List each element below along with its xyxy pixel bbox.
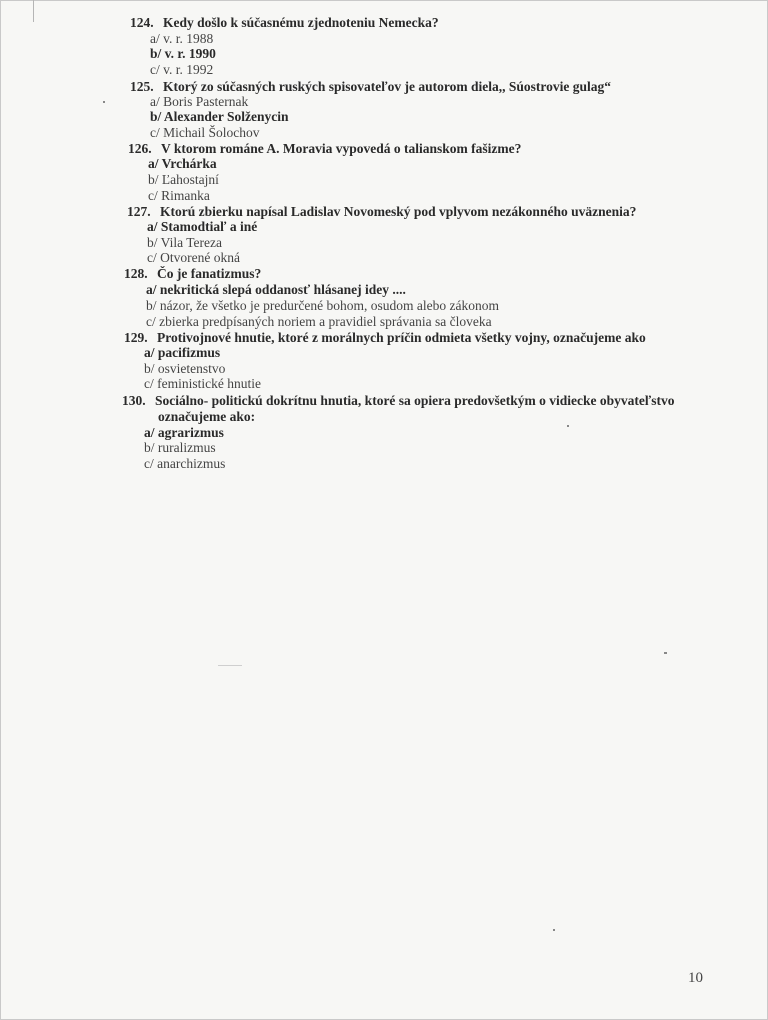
question-number: 128. <box>124 266 148 281</box>
question-number: 130. <box>122 393 146 408</box>
option-125-c: c/ Michail Šolochov <box>150 125 260 140</box>
question-129 <box>124 330 646 346</box>
option-125-a: a/ Boris Pasternak <box>150 94 249 109</box>
option-130-a: a/ agrarizmus <box>144 425 224 440</box>
page-number: 10 <box>688 970 703 986</box>
option-130-c: c/ anarchizmus <box>144 456 226 471</box>
question-text: Protivojnové hnutie, ktoré z morálnych príčin odmieta všetky vojny, označujeme ako <box>157 330 646 345</box>
scan-speck <box>567 425 569 427</box>
question-number: 126. <box>128 141 152 156</box>
option-128-c: c/ zbierka predpísaných noriem a pravidiel správania sa človeka <box>146 314 492 329</box>
question-text: V ktorom románe A. Moravia vypovedá o talianskom fašizme? <box>161 141 522 156</box>
question-127 <box>127 204 636 220</box>
margin-rule <box>33 0 34 22</box>
question-number: 124. <box>130 15 154 30</box>
option-130-b: b/ ruralizmus <box>144 440 216 455</box>
question-130 <box>122 393 675 409</box>
question-number: 125. <box>130 79 154 94</box>
question-text: Čo je fanatizmus? <box>157 266 262 281</box>
scan-speck <box>553 929 555 931</box>
question-text: Ktorú zbierku napísal Ladislav Novomeský pod vplyvom nezákonného uväznenia? <box>160 204 637 219</box>
option-126-a: a/ Vrchárka <box>148 156 217 171</box>
option-127-c: c/ Otvorené okná <box>147 250 240 265</box>
question-number: 127. <box>127 204 151 219</box>
question-126 <box>128 141 521 157</box>
question-128 <box>124 266 261 282</box>
question-125 <box>130 79 611 95</box>
option-126-c: c/ Rimanka <box>148 188 210 203</box>
question-text: Sociálno- politickú dokrítnu hnutia, ktoré sa opiera predovšetkým o vidiecke obyvateľstvo <box>155 393 675 408</box>
option-124-a: a/ v. r. 1988 <box>150 31 214 46</box>
option-128-a: a/ nekritická slepá oddanosť hlásanej idey .... <box>146 282 406 297</box>
option-126-b: b/ Ľahostajní <box>148 172 219 187</box>
option-129-c: c/ feministické hnutie <box>144 376 261 391</box>
question-number: 129. <box>124 330 148 345</box>
option-129-b: b/ osvietenstvo <box>144 361 226 376</box>
question-124 <box>130 15 439 31</box>
question-130-continuation: označujeme ako: <box>158 409 256 424</box>
scan-speck <box>103 101 105 103</box>
question-text: Kedy došlo k súčasnému zjednoteniu Nemecka? <box>163 15 439 30</box>
option-127-a: a/ Stamodtiaľ a iné <box>147 219 258 234</box>
option-125-b: b/ Alexander Solženycin <box>150 109 289 124</box>
scan-speck <box>664 652 667 654</box>
option-124-b: b/ v. r. 1990 <box>150 46 216 61</box>
scan-streak <box>218 665 242 666</box>
option-124-c: c/ v. r. 1992 <box>150 62 214 77</box>
option-129-a: a/ pacifizmus <box>144 345 221 360</box>
question-text: Ktorý zo súčasných ruských spisovateľov je autorom diela,, Súostrovie gulag“ <box>163 79 611 94</box>
option-127-b: b/ Vila Tereza <box>147 235 222 250</box>
option-128-b: b/ názor, že všetko je predurčené bohom, osudom alebo zákonom <box>146 298 499 313</box>
